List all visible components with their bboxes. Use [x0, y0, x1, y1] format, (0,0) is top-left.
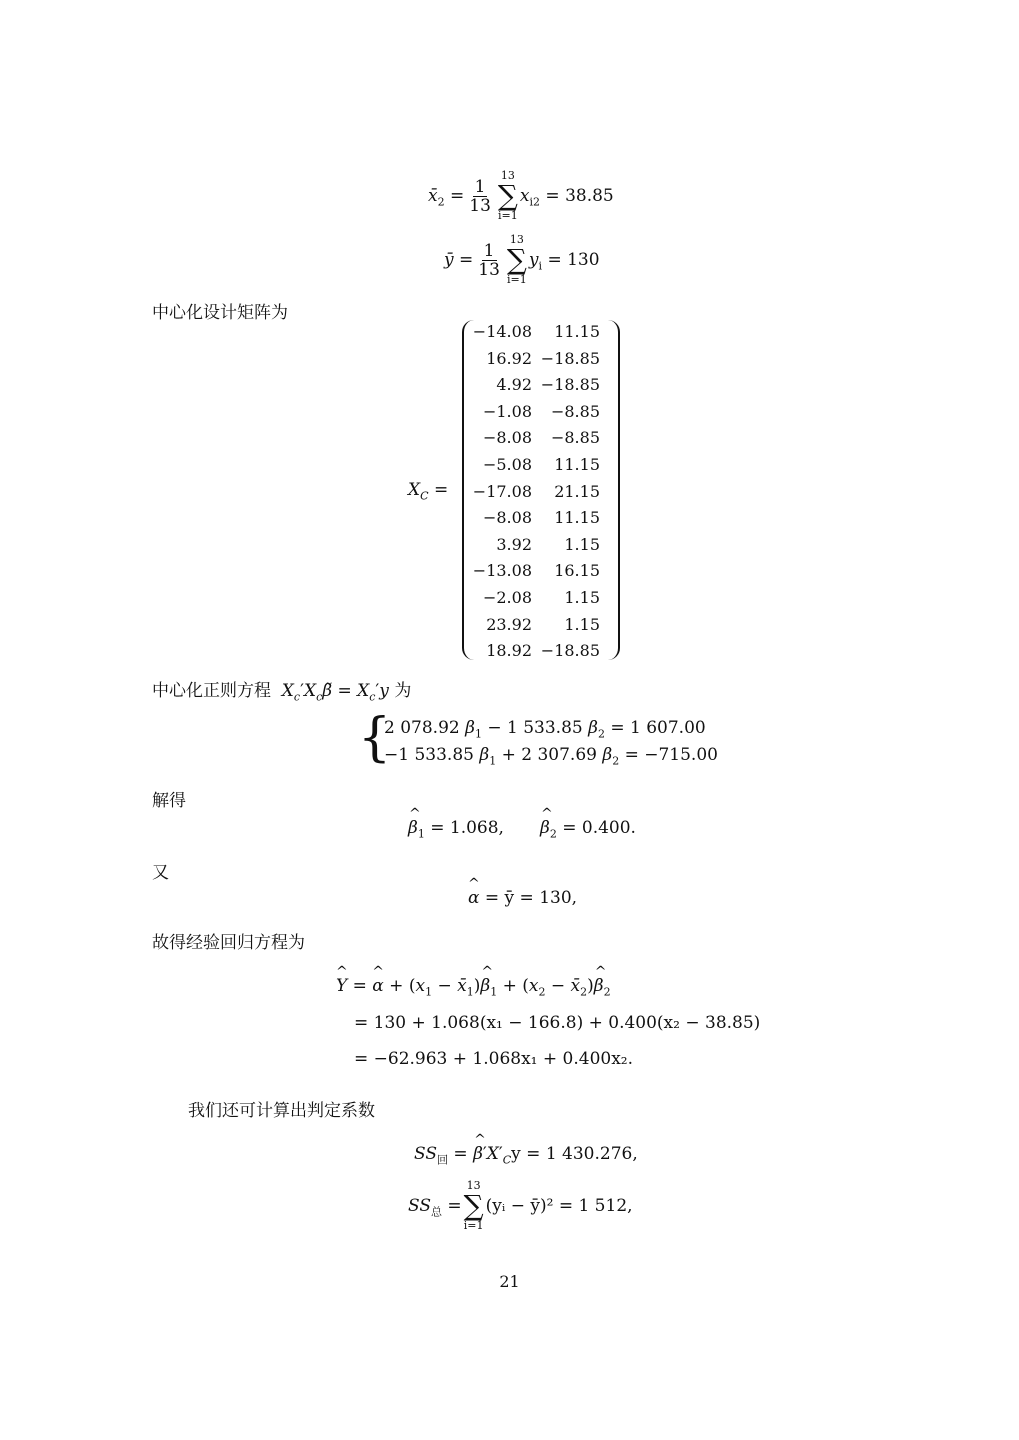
x2-fraction [467, 178, 493, 215]
matrix-cell-r8-c2: 11.15 [554, 508, 600, 528]
system-eq-1: 2 078.92 $\beta_1 - 1$ 533.85 $\beta_2 = 1$ 607.00 [384, 718, 706, 741]
matrix-name: X [408, 480, 421, 500]
x2-sum-upper: 13 [500, 169, 515, 182]
matrix-cell-r10-c1: −13.08 [472, 561, 532, 581]
matrix-cell-r1-c2: 11.15 [554, 322, 600, 341]
y-frac-den: 13 [478, 259, 500, 280]
regression-line-3: = −62.963 + 1.068x₁ + 0.400x₂. [354, 1049, 634, 1069]
y-sum-operator: 13 ∑ i=1 [506, 233, 527, 286]
x2-sum-operator: 13 ∑ i=1 [497, 169, 518, 222]
matrix-cell-r12-c1: 23.92 [486, 614, 532, 634]
system-eq-2: −1 533.85 $\beta_1 + 2$ 307.69 $\beta_2 = -715.00$ [384, 745, 718, 768]
alpha-equation: ^ α = ȳ = 130, [468, 888, 577, 908]
matrix-cell-r6-c1: −5.08 [482, 455, 532, 474]
matrix-cell-r9-c1: 3.92 [496, 534, 532, 554]
matrix-name-sub: C [420, 489, 429, 503]
matrix-cell-r7-c1: −17.08 [472, 481, 532, 501]
normal-eq-suffix: 为 [394, 681, 412, 701]
matrix-cell-r11-c1: −2.08 [482, 588, 532, 607]
ss-total: $SS_总$ = 13 ∑ i=1 (yᵢ − ȳ)² = 1 512, [408, 1179, 633, 1232]
ss-tot-sum-lower: i=1 [463, 1219, 484, 1232]
label-solve: 解得 [152, 791, 186, 811]
x2-frac-num: 1 [474, 176, 486, 197]
x2-sum-lower: i=1 [498, 209, 518, 222]
label-also: 又 [152, 863, 169, 883]
y-frac-num: 1 [483, 240, 495, 261]
matrix-cell-r9-c2: 1.15 [564, 534, 600, 554]
matrix-cell-r8-c1: −8.08 [482, 508, 532, 528]
y-sum-upper: 13 [509, 233, 524, 246]
matrix-label [408, 480, 449, 503]
ss-tot-name: SS [408, 1196, 431, 1216]
matrix-cell-r5-c1: −8.08 [482, 428, 532, 448]
solution-beta2: ^ $\beta_2 = 0.400$. [540, 818, 636, 838]
ss-regression: $SS_回$ = ^ $\beta'X'_Cy = 1$ 430.276, [414, 1144, 638, 1164]
matrix-right-paren [608, 320, 620, 660]
matrix-cell-r11-c2: 1.15 [564, 588, 600, 607]
ss-reg-name: SS [414, 1144, 437, 1164]
regression-line-2: = 130 + 1.068(x₁ − 166.8) + 0.400(x₂ − 38.85) [354, 1013, 761, 1033]
label-centered-matrix: 中心化设计矩阵为 [152, 303, 288, 323]
normal-equation-label: 中心化正则方程 $X_c'X_c\betã = X_c'y$ 为 [152, 681, 412, 704]
eq2-rhs: = −715.00 [624, 745, 718, 765]
equation-y-mean: ȳ = $\frac{1}{13}$ 13 ∑ i=1 $y_i = 130$ [444, 233, 600, 286]
eq1-coef1: 2 078.92 [384, 718, 460, 738]
matrix-cell-r3-c2: −18.85 [540, 375, 600, 395]
label-regression: 故得经验回归方程为 [152, 933, 305, 953]
y-mean-symbol: ȳ [444, 250, 454, 270]
page-number: 21 [499, 1272, 520, 1291]
alpha-rhs: = ȳ = 130, [484, 888, 578, 908]
matrix-cell-r3-c1: 4.92 [496, 375, 532, 395]
y-term-sub: i [538, 259, 543, 273]
solution-beta1: ^ $\beta_1 = 1.068$, [408, 818, 504, 838]
ss-tot-sum-operator: 13 ∑ i=1 [463, 1179, 484, 1232]
eq1-coef2: − 1 533.85 [487, 718, 583, 738]
x2-term-sub: i2 [529, 195, 541, 209]
beta1-value: = 1.068, [430, 818, 504, 838]
x2-mean-result: = 38.85 [545, 186, 614, 206]
y-term: y [528, 250, 539, 270]
matrix-cell-r7-c2: 21.15 [554, 481, 600, 501]
matrix-equals: = [433, 480, 449, 500]
x2-mean-symbol: x̄ [428, 186, 438, 206]
system-brace: { [358, 708, 392, 768]
eq2-coef2: + 2 307.69 [501, 745, 597, 765]
matrix-cell-r1-c1: −14.08 [472, 322, 532, 341]
matrix-cell-r13-c1: 18.92 [486, 641, 532, 661]
matrix-cell-r2-c1: 16.92 [486, 348, 532, 368]
beta2-value: = 0.400. [562, 818, 636, 838]
regression-line-1: ^ Y = ^ $\alpha + (x_1$ − $x̄_1)\^{}$ $\beta_1 + (x_2$ − $x̄_2)\^{}$ $\beta_2$ [336, 976, 611, 996]
matrix-cell-r5-c2: −8.85 [550, 428, 600, 448]
matrix-cell-r4-c2: −8.85 [550, 401, 600, 421]
matrix-cell-r4-c1: −1.08 [482, 401, 532, 421]
equation-x2-mean: $x̄_2$ = $\frac{1}{13}$ 13 ∑ i=1 $x_{i2} = 38.85$ [428, 169, 614, 222]
eq2-coef1: −1 533.85 [384, 745, 474, 765]
matrix-cell-r12-c2: 1.15 [564, 614, 600, 634]
x2-term: x [519, 186, 530, 206]
y-mean-result: = 130 [547, 250, 600, 270]
label-r2: 我们还可计算出判定系数 [188, 1101, 375, 1121]
ss-tot-rhs: (yᵢ − ȳ)² = 1 512, [485, 1196, 633, 1216]
matrix-cell-r10-c2: 16.15 [554, 561, 600, 581]
matrix-cell-r13-c2: −18.85 [540, 641, 600, 661]
matrix-cell-r2-c2: −18.85 [540, 348, 600, 368]
ss-tot-sum-upper: 13 [466, 1179, 481, 1192]
design-matrix [462, 320, 620, 662]
x2-frac-den: 13 [469, 195, 491, 216]
matrix-cell-r6-c2: 11.15 [554, 455, 600, 474]
y-sum-lower: i=1 [507, 273, 527, 286]
ss-reg-sub: 回 [437, 1153, 448, 1167]
ss-reg-rhs: y = 1 430.276, [511, 1144, 638, 1164]
ss-tot-sub: 总 [431, 1205, 442, 1219]
x2-mean-sub: 2 [437, 195, 445, 209]
normal-eq-prefix: 中心化正则方程 [152, 681, 271, 701]
y-fraction [476, 242, 502, 279]
eq1-rhs: = 1 607.00 [610, 718, 706, 738]
